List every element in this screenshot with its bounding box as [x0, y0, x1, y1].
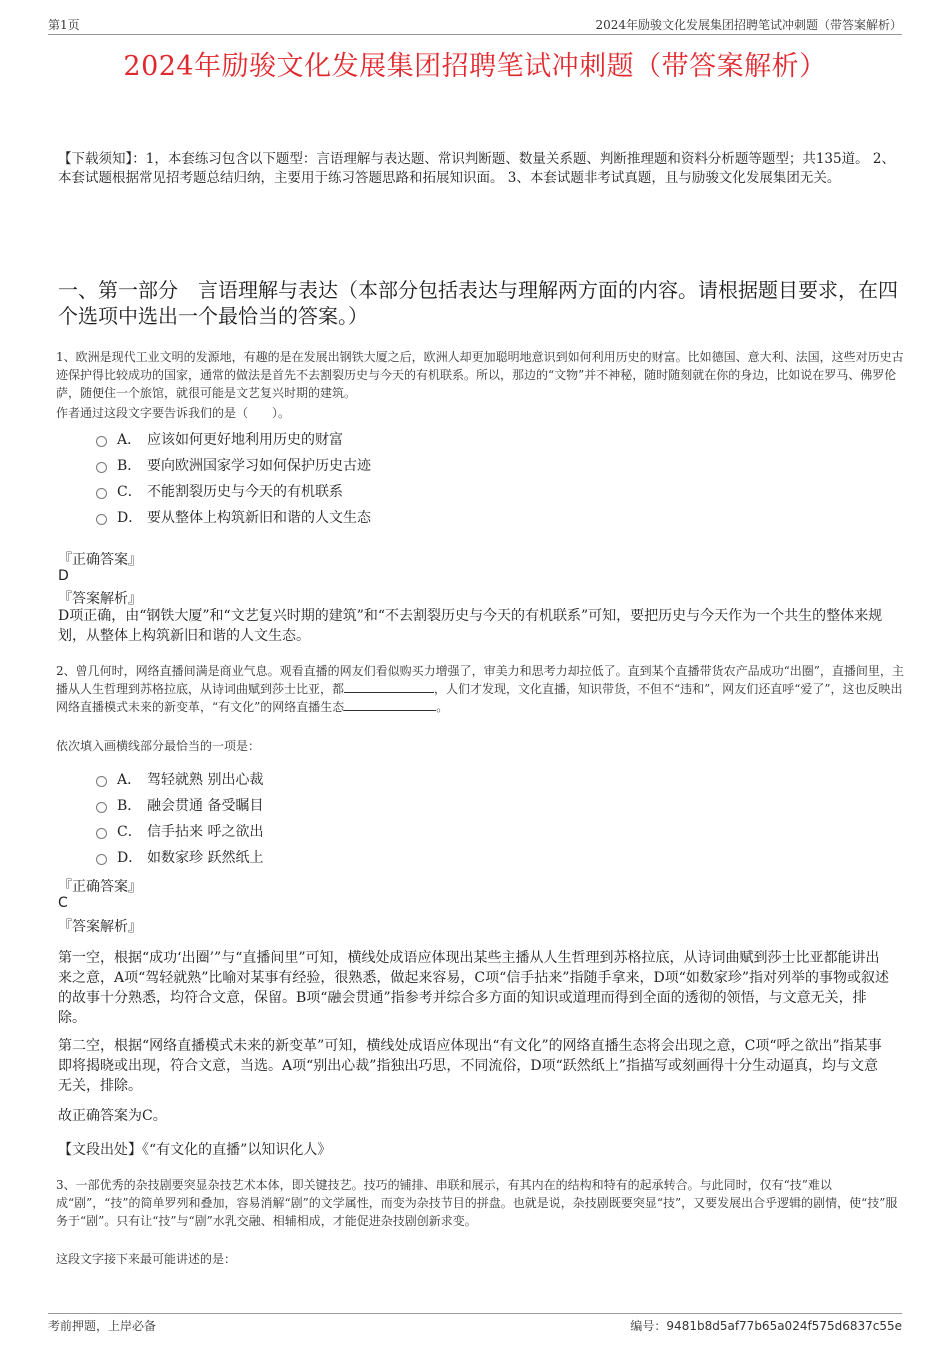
q3-stem: 3、一部优秀的杂技剧要突显杂技艺术本体，即关键技艺。技巧的铺排、串联和展示，有其内在的结构和特有的起承转合。与此同时，仅有“技”难以成“剧”，“技”的简单罗列和叠加，容易消解“剧”的文学属性，而变为杂技节目的拼盘。也就是说，杂技剧既要突显“技”，又要发展出合乎逻辑的剧情，使“技”服务于“剧”。只有让“技”与“剧”水乳交融、相辅相成，才能促进杂技剧创新求变。 [56, 1178, 898, 1228]
radio-icon[interactable] [96, 828, 107, 839]
q1-options [96, 426, 596, 530]
radio-icon[interactable] [96, 462, 107, 473]
q1-option-b[interactable]: B． 要向欧洲国家学习如何保护历史古迹 [96, 452, 596, 478]
radio-icon[interactable] [96, 802, 107, 813]
q1-analysis: D项正确，由“钢铁大厦”和“文艺复兴时期的建筑”和“不去割裂历史与今天的有机联系”可知，要把历史与今天作为一个共生的整体来规划，从整体上构筑新旧和谐的人文生态。 [58, 608, 883, 644]
q2-option-b[interactable]: B． 融会贯通 备受瞩目 [96, 792, 596, 818]
header-doc-title: 2024年励骏文化发展集团招聘笔试冲刺题（带答案解析） [595, 18, 902, 32]
page-number: 第1页 [48, 18, 80, 32]
radio-icon[interactable] [96, 436, 107, 447]
q2-question: 依次填入画横线部分最恰当的一项是： [56, 739, 261, 753]
radio-icon[interactable] [96, 854, 107, 865]
radio-icon[interactable] [96, 488, 107, 499]
q2-answer: C [58, 895, 68, 911]
q1-option-d[interactable]: D． 要从整体上构筑新旧和谐的人文生态 [96, 504, 596, 530]
q1-answer: D [58, 568, 69, 584]
download-notice: 【下载须知】：1，本套练习包含以下题型：言语理解与表达题、常识判断题、数量关系题、判断推理题和资料分析题等题型；共135道。 2、本套试题根据常见招考题总结归纳，主要用于练习答题思路和拓展知识面。 3、本套试题非考试真题，且与励骏文化发展集团无关。 [58, 151, 895, 186]
blank-1 [344, 692, 434, 693]
section-title: 一、第一部分 言语理解与表达（本部分包括表达与理解两方面的内容。请根据题目要求，在四个选项中选出一个最恰当的答案。） [58, 278, 898, 328]
q2-option-c[interactable]: C． 信手拈来 呼之欲出 [96, 818, 596, 844]
q2-correct-label: 『正确答案』 [58, 879, 142, 895]
q1-stem: 1、欧洲是现代工业文明的发源地，有趣的是在发展出钢铁大厦之后，欧洲人却更加聪明地意识到如何利用历史的财富。比如德国、意大利、法国，这些对历史古迹保护得比较成功的国家，通常的做法是首先不去割裂历史与今天的有机联系。所以，那边的“文物”并不神秘，随时随刻就在你的身边，比如说在罗马、佛罗伦萨，随便住一个旅馆，就很可能是文艺复兴时期的建筑。 [56, 350, 904, 400]
q2-analysis-label: 『答案解析』 [58, 919, 142, 935]
page-footer [48, 1313, 902, 1334]
q1-question: 作者通过这段文字要告诉我们的是（ ）。 [56, 406, 291, 420]
footer-slogan: 考前押题，上岸必备 [48, 1319, 157, 1333]
q1-option-c[interactable]: C． 不能割裂历史与今天的有机联系 [96, 478, 596, 504]
document-title: 2024年励骏文化发展集团招聘笔试冲刺题（带答案解析） [123, 51, 827, 82]
page-header [48, 14, 902, 35]
radio-icon[interactable] [96, 776, 107, 787]
q1-analysis-label: 『答案解析』 [58, 591, 142, 607]
q1-correct-label: 『正确答案』 [58, 552, 142, 568]
q2-option-a[interactable]: A． 驾轻就熟 别出心裁 [96, 766, 596, 792]
blank-2 [344, 710, 436, 711]
q2-source: 【文段出处】《“有文化的直播”以知识化人》 [58, 1142, 332, 1158]
q2-analysis-p1: 第一空，根据“成功‘出圈’”与“直播间里”可知，横线处成语应体现出某些主播从人生哲理到苏格拉底，从诗词曲赋到莎士比亚都能讲出来之意，A项“驾轻就熟”比喻对某事有经验，很熟悉，做起来容易，C项“信手拈来”指随手拿来，D项“如数家珍”指对列举的事物或叙述的故事十分熟悉，均符合文意，保留。B项“融会贯通”指参考并综合多方面的知识或道理而得到全面的透彻的领悟，与文意无关，排除。 [58, 950, 889, 1026]
q2-options [96, 766, 596, 870]
q2-analysis-p2: 第二空，根据“网络直播模式未来的新变革”可知，横线处成语应体现出“有文化”的网络直播生态将会出现之意，C项“呼之欲出”指某事即将揭晓或出现，符合文意，当选。A项“别出心裁”指独出巧思，不同流俗，D项“跃然纸上”指描写或刻画得十分生动逼真，均与文意无关，排除。 [58, 1038, 882, 1094]
footer-code: 编号：9481b8d5af77b65a024f575d6837c55e [630, 1319, 902, 1333]
q2-analysis-p3: 故正确答案为C。 [58, 1108, 167, 1124]
q3-question: 这段文字接下来最可能讲述的是： [56, 1252, 237, 1266]
q1-option-a[interactable]: A． 应该如何更好地利用历史的财富 [96, 426, 596, 452]
radio-icon[interactable] [96, 514, 107, 525]
q2-option-d[interactable]: D． 如数家珍 跃然纸上 [96, 844, 596, 870]
q2-stem: 2、曾几何时，网络直播间满是商业气息。观看直播的网友们看似购买力增强了，审美力和思考力却拉低了。直到某个直播带货农产品成功“出圈”，直播间里，主播从人生哲理到苏格拉底，从诗词曲赋到莎士比亚，都 ，人们才发现，文化直播，知识带货，不但不“违和”，网友们还直呼“爱了”，这也反映出网络直播模式未来的新变革，“有文化”的网络直播生态 。 [56, 664, 904, 714]
